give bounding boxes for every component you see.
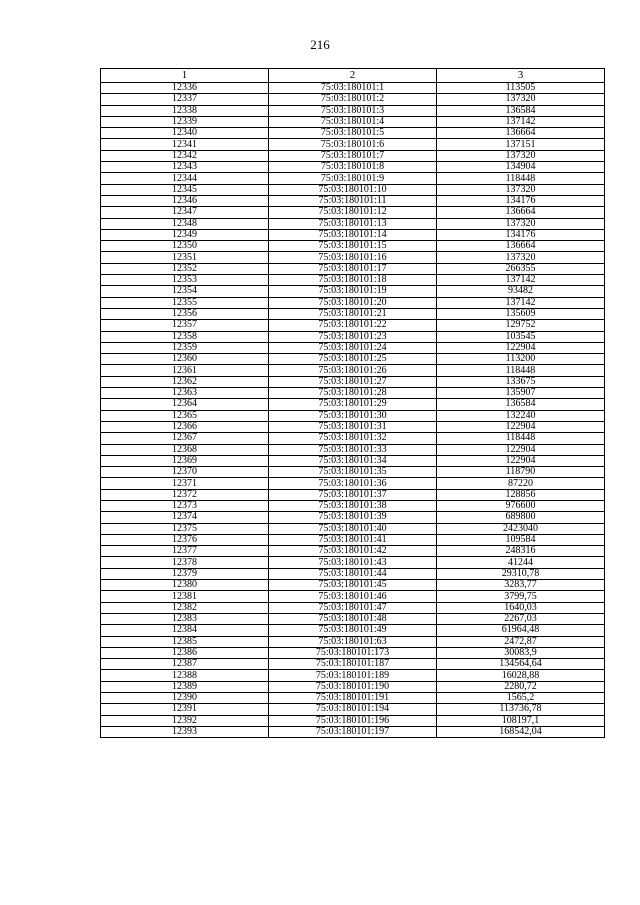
cadastral-number-cell: 75:03:180101:36: [269, 478, 437, 489]
cadastral-number-cell: 75:03:180101:8: [269, 162, 437, 173]
row-number-cell: 12384: [101, 625, 269, 636]
value-cell: 1565,2: [437, 693, 605, 704]
table-row: [101, 489, 605, 500]
cadastral-number-cell: 75:03:180101:6: [269, 139, 437, 150]
table-row: [101, 184, 605, 195]
cadastral-number-cell: 75:03:180101:2: [269, 94, 437, 105]
row-number-cell: 12359: [101, 342, 269, 353]
table-row: [101, 546, 605, 557]
cadastral-number-cell: 75:03:180101:24: [269, 342, 437, 353]
row-number-cell: 12371: [101, 478, 269, 489]
row-number-cell: 12387: [101, 659, 269, 670]
value-cell: 134176: [437, 229, 605, 240]
cadastral-number-cell: 75:03:180101:15: [269, 241, 437, 252]
row-number-cell: 12350: [101, 241, 269, 252]
row-number-cell: 12388: [101, 670, 269, 681]
value-cell: 122904: [437, 421, 605, 432]
row-number-cell: 12376: [101, 534, 269, 545]
value-cell: 137320: [437, 252, 605, 263]
cadastral-number-cell: 75:03:180101:20: [269, 297, 437, 308]
table-row: [101, 229, 605, 240]
table-row: [101, 670, 605, 681]
value-cell: 135907: [437, 388, 605, 399]
table-row: [101, 376, 605, 387]
row-number-cell: 12392: [101, 715, 269, 726]
cadastral-number-cell: 75:03:180101:44: [269, 568, 437, 579]
table-row: [101, 173, 605, 184]
value-cell: 118448: [437, 365, 605, 376]
cadastral-number-cell: 75:03:180101:30: [269, 410, 437, 421]
cadastral-number-cell: 75:03:180101:190: [269, 681, 437, 692]
table-row: [101, 320, 605, 331]
table-row: [101, 704, 605, 715]
table-row: [101, 726, 605, 737]
row-number-cell: 12368: [101, 444, 269, 455]
table-row: [101, 297, 605, 308]
header-row: [101, 69, 605, 83]
row-number-cell: 12375: [101, 523, 269, 534]
value-cell: 93482: [437, 286, 605, 297]
value-cell: 137320: [437, 150, 605, 161]
row-number-cell: 12365: [101, 410, 269, 421]
table-row: [101, 388, 605, 399]
row-number-cell: 12360: [101, 354, 269, 365]
value-cell: 135609: [437, 308, 605, 319]
value-cell: 103545: [437, 331, 605, 342]
value-cell: 134564,64: [437, 659, 605, 670]
column-header-2: 2: [269, 69, 437, 83]
cadastral-number-cell: 75:03:180101:22: [269, 320, 437, 331]
cadastral-number-cell: 75:03:180101:5: [269, 128, 437, 139]
value-cell: 134176: [437, 195, 605, 206]
row-number-cell: 12345: [101, 184, 269, 195]
value-cell: 136664: [437, 241, 605, 252]
row-number-cell: 12370: [101, 467, 269, 478]
table-row: [101, 354, 605, 365]
value-cell: 136584: [437, 399, 605, 410]
cadastral-number-cell: 75:03:180101:25: [269, 354, 437, 365]
row-number-cell: 12383: [101, 613, 269, 624]
table-row: [101, 602, 605, 613]
row-number-cell: 12336: [101, 83, 269, 94]
page-number: 216: [310, 37, 330, 52]
value-cell: 136664: [437, 128, 605, 139]
row-number-cell: 12342: [101, 150, 269, 161]
table-row: [101, 613, 605, 624]
cadastral-number-cell: 75:03:180101:17: [269, 263, 437, 274]
table-row: [101, 218, 605, 229]
value-cell: 108197,1: [437, 715, 605, 726]
value-cell: 132240: [437, 410, 605, 421]
table-row: [101, 105, 605, 116]
table-row: [101, 252, 605, 263]
table-row: [101, 534, 605, 545]
table-body: [101, 83, 605, 738]
table-row: [101, 116, 605, 127]
value-cell: 137142: [437, 116, 605, 127]
table-row: [101, 455, 605, 466]
row-number-cell: 12378: [101, 557, 269, 568]
value-cell: 109584: [437, 534, 605, 545]
table-row: [101, 715, 605, 726]
cadastral-number-cell: 75:03:180101:28: [269, 388, 437, 399]
cadastral-number-cell: 75:03:180101:43: [269, 557, 437, 568]
cadastral-number-cell: 75:03:180101:1: [269, 83, 437, 94]
cadastral-number-cell: 75:03:180101:197: [269, 726, 437, 737]
row-number-cell: 12358: [101, 331, 269, 342]
cadastral-number-cell: 75:03:180101:63: [269, 636, 437, 647]
row-number-cell: 12390: [101, 693, 269, 704]
row-number-cell: 12355: [101, 297, 269, 308]
row-number-cell: 12389: [101, 681, 269, 692]
cadastral-number-cell: 75:03:180101:7: [269, 150, 437, 161]
row-number-cell: 12381: [101, 591, 269, 602]
cadastral-number-cell: 75:03:180101:187: [269, 659, 437, 670]
table-row: [101, 478, 605, 489]
row-number-cell: 12364: [101, 399, 269, 410]
table-row: [101, 681, 605, 692]
row-number-cell: 12347: [101, 207, 269, 218]
cadastral-number-cell: 75:03:180101:37: [269, 489, 437, 500]
table-row: [101, 365, 605, 376]
table-row: [101, 139, 605, 150]
value-cell: 689800: [437, 512, 605, 523]
table-header: [101, 69, 605, 83]
cadastral-number-cell: 75:03:180101:47: [269, 602, 437, 613]
cadastral-number-cell: 75:03:180101:35: [269, 467, 437, 478]
table-row: [101, 241, 605, 252]
row-number-cell: 12385: [101, 636, 269, 647]
table-row: [101, 342, 605, 353]
table-row: [101, 286, 605, 297]
table-row: [101, 195, 605, 206]
row-number-cell: 12339: [101, 116, 269, 127]
cadastral-number-cell: 75:03:180101:27: [269, 376, 437, 387]
table-row: [101, 331, 605, 342]
cadastral-number-cell: 75:03:180101:32: [269, 433, 437, 444]
value-cell: 136584: [437, 105, 605, 116]
table-row: [101, 207, 605, 218]
value-cell: 2423040: [437, 523, 605, 534]
row-number-cell: 12338: [101, 105, 269, 116]
value-cell: 137142: [437, 297, 605, 308]
table-row: [101, 83, 605, 94]
cadastral-number-cell: 75:03:180101:34: [269, 455, 437, 466]
cadastral-number-cell: 75:03:180101:40: [269, 523, 437, 534]
value-cell: 113736,78: [437, 704, 605, 715]
row-number-cell: 12343: [101, 162, 269, 173]
cadastral-number-cell: 75:03:180101:16: [269, 252, 437, 263]
row-number-cell: 12353: [101, 275, 269, 286]
table-row: [101, 433, 605, 444]
table-row: [101, 591, 605, 602]
cadastral-number-cell: 75:03:180101:196: [269, 715, 437, 726]
row-number-cell: 12369: [101, 455, 269, 466]
value-cell: 136664: [437, 207, 605, 218]
value-cell: 122904: [437, 342, 605, 353]
cadastral-number-cell: 75:03:180101:10: [269, 184, 437, 195]
value-cell: 137320: [437, 184, 605, 195]
cadastral-number-cell: 75:03:180101:19: [269, 286, 437, 297]
value-cell: 2472,87: [437, 636, 605, 647]
value-cell: 29310,78: [437, 568, 605, 579]
row-number-cell: 12344: [101, 173, 269, 184]
value-cell: 137151: [437, 139, 605, 150]
row-number-cell: 12346: [101, 195, 269, 206]
value-cell: 118448: [437, 173, 605, 184]
cadastral-number-cell: 75:03:180101:13: [269, 218, 437, 229]
table-row: [101, 162, 605, 173]
value-cell: 16028,88: [437, 670, 605, 681]
table-row: [101, 308, 605, 319]
table-row: [101, 659, 605, 670]
cadastral-number-cell: 75:03:180101:23: [269, 331, 437, 342]
row-number-cell: 12349: [101, 229, 269, 240]
cadastral-number-cell: 75:03:180101:9: [269, 173, 437, 184]
row-number-cell: 12352: [101, 263, 269, 274]
value-cell: 30083,9: [437, 647, 605, 658]
table-row: [101, 263, 605, 274]
data-table: [100, 68, 605, 738]
table-row: [101, 444, 605, 455]
cadastral-number-cell: 75:03:180101:38: [269, 500, 437, 511]
value-cell: 266355: [437, 263, 605, 274]
cadastral-number-cell: 75:03:180101:18: [269, 275, 437, 286]
value-cell: 2280,72: [437, 681, 605, 692]
cadastral-number-cell: 75:03:180101:191: [269, 693, 437, 704]
value-cell: 3283,77: [437, 580, 605, 591]
value-cell: 976600: [437, 500, 605, 511]
row-number-cell: 12367: [101, 433, 269, 444]
cadastral-number-cell: 75:03:180101:189: [269, 670, 437, 681]
cadastral-number-cell: 75:03:180101:12: [269, 207, 437, 218]
value-cell: 2267,03: [437, 613, 605, 624]
table-row: [101, 275, 605, 286]
table-row: [101, 568, 605, 579]
row-number-cell: 12374: [101, 512, 269, 523]
row-number-cell: 12393: [101, 726, 269, 737]
table-row: [101, 647, 605, 658]
row-number-cell: 12356: [101, 308, 269, 319]
value-cell: 118448: [437, 433, 605, 444]
row-number-cell: 12351: [101, 252, 269, 263]
cadastral-number-cell: 75:03:180101:11: [269, 195, 437, 206]
table-row: [101, 467, 605, 478]
value-cell: 122904: [437, 455, 605, 466]
table-row: [101, 421, 605, 432]
table-row: [101, 128, 605, 139]
cadastral-number-cell: 75:03:180101:194: [269, 704, 437, 715]
value-cell: 113200: [437, 354, 605, 365]
value-cell: 248316: [437, 546, 605, 557]
row-number-cell: 12357: [101, 320, 269, 331]
cadastral-number-cell: 75:03:180101:21: [269, 308, 437, 319]
table-row: [101, 410, 605, 421]
value-cell: 137320: [437, 94, 605, 105]
row-number-cell: 12372: [101, 489, 269, 500]
table-row: [101, 580, 605, 591]
row-number-cell: 12354: [101, 286, 269, 297]
table-row: [101, 625, 605, 636]
cadastral-number-cell: 75:03:180101:39: [269, 512, 437, 523]
row-number-cell: 12379: [101, 568, 269, 579]
column-header-1: 1: [101, 69, 269, 83]
row-number-cell: 12363: [101, 388, 269, 399]
value-cell: 1640,03: [437, 602, 605, 613]
table-row: [101, 150, 605, 161]
table-row: [101, 636, 605, 647]
cadastral-number-cell: 75:03:180101:46: [269, 591, 437, 602]
table-row: [101, 693, 605, 704]
value-cell: 3799,75: [437, 591, 605, 602]
cadastral-number-cell: 75:03:180101:3: [269, 105, 437, 116]
cadastral-number-cell: 75:03:180101:26: [269, 365, 437, 376]
row-number-cell: 12341: [101, 139, 269, 150]
cadastral-number-cell: 75:03:180101:29: [269, 399, 437, 410]
row-number-cell: 12391: [101, 704, 269, 715]
cadastral-number-cell: 75:03:180101:33: [269, 444, 437, 455]
table-row: [101, 557, 605, 568]
value-cell: 137142: [437, 275, 605, 286]
row-number-cell: 12362: [101, 376, 269, 387]
cadastral-number-cell: 75:03:180101:48: [269, 613, 437, 624]
row-number-cell: 12373: [101, 500, 269, 511]
cadastral-number-cell: 75:03:180101:49: [269, 625, 437, 636]
value-cell: 134904: [437, 162, 605, 173]
row-number-cell: 12386: [101, 647, 269, 658]
value-cell: 61964,48: [437, 625, 605, 636]
value-cell: 129752: [437, 320, 605, 331]
cadastral-number-cell: 75:03:180101:45: [269, 580, 437, 591]
row-number-cell: 12337: [101, 94, 269, 105]
cadastral-number-cell: 75:03:180101:41: [269, 534, 437, 545]
row-number-cell: 12361: [101, 365, 269, 376]
table-row: [101, 399, 605, 410]
row-number-cell: 12382: [101, 602, 269, 613]
table-row: [101, 500, 605, 511]
cadastral-number-cell: 75:03:180101:14: [269, 229, 437, 240]
table-row: [101, 523, 605, 534]
cadastral-number-cell: 75:03:180101:31: [269, 421, 437, 432]
value-cell: 137320: [437, 218, 605, 229]
value-cell: 128856: [437, 489, 605, 500]
row-number-cell: 12340: [101, 128, 269, 139]
value-cell: 41244: [437, 557, 605, 568]
table-row: [101, 94, 605, 105]
value-cell: 122904: [437, 444, 605, 455]
cadastral-number-cell: 75:03:180101:4: [269, 116, 437, 127]
column-header-3: 3: [437, 69, 605, 83]
row-number-cell: 12377: [101, 546, 269, 557]
value-cell: 133675: [437, 376, 605, 387]
value-cell: 87220: [437, 478, 605, 489]
value-cell: 118790: [437, 467, 605, 478]
table-row: [101, 512, 605, 523]
row-number-cell: 12380: [101, 580, 269, 591]
value-cell: 168542,04: [437, 726, 605, 737]
cadastral-number-cell: 75:03:180101:42: [269, 546, 437, 557]
row-number-cell: 12348: [101, 218, 269, 229]
value-cell: 113505: [437, 83, 605, 94]
cadastral-number-cell: 75:03:180101:173: [269, 647, 437, 658]
row-number-cell: 12366: [101, 421, 269, 432]
